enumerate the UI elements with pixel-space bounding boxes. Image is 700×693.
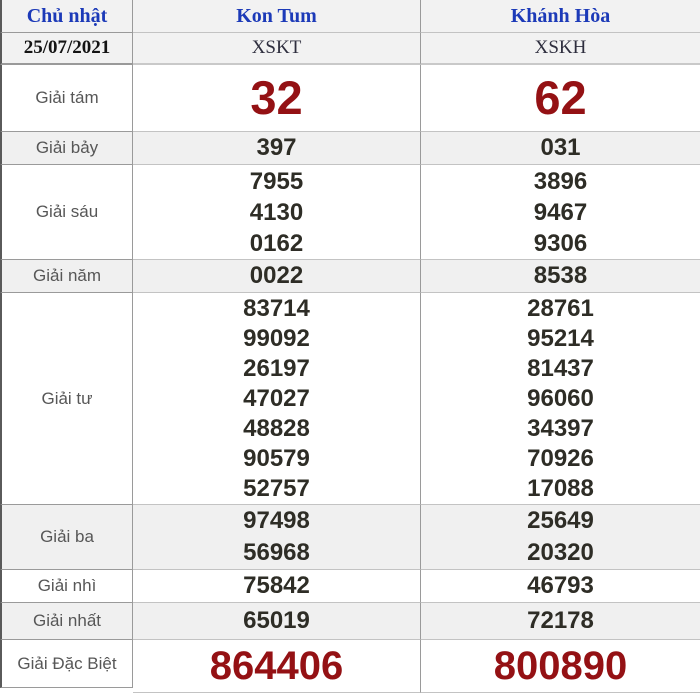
prize-number: 3896 bbox=[533, 167, 588, 195]
prize-values-khanh-hoa bbox=[420, 65, 700, 132]
prize-row bbox=[0, 260, 700, 293]
prize-label: Giải bảy bbox=[0, 132, 133, 165]
prize-number: 4130 bbox=[249, 198, 304, 226]
prize-number: 800890 bbox=[493, 644, 628, 688]
prize-number: 99092 bbox=[243, 324, 310, 352]
prize-row bbox=[0, 505, 700, 570]
prize-number: 8538 bbox=[533, 262, 588, 289]
prize-values-kon-tum bbox=[133, 132, 420, 165]
prize-row bbox=[0, 65, 700, 132]
prize-number: 031 bbox=[540, 134, 581, 161]
prize-number: 9467 bbox=[533, 198, 588, 226]
prize-values-kon-tum bbox=[133, 570, 420, 603]
prize-values-khanh-hoa bbox=[420, 132, 700, 165]
prize-label: Giải sáu bbox=[0, 165, 133, 260]
prize-number: 81437 bbox=[527, 354, 594, 382]
prize-number: 83714 bbox=[243, 294, 310, 322]
prize-row bbox=[0, 640, 700, 693]
prize-number: 65019 bbox=[243, 607, 310, 634]
prize-number: 0022 bbox=[249, 262, 304, 289]
day-of-week-link[interactable]: Chủ nhật bbox=[0, 0, 133, 33]
prize-values-kon-tum bbox=[133, 65, 420, 132]
prize-values-khanh-hoa bbox=[420, 603, 700, 640]
prize-values-kon-tum bbox=[133, 505, 420, 570]
prize-rows-container bbox=[0, 65, 700, 693]
prize-number: 75842 bbox=[243, 572, 310, 599]
prize-number: 7955 bbox=[249, 167, 304, 195]
prize-values-kon-tum bbox=[133, 603, 420, 640]
prize-number: 95214 bbox=[527, 324, 594, 352]
lottery-code-xskt: XSKT bbox=[133, 33, 420, 65]
prize-number: 70926 bbox=[527, 444, 594, 472]
prize-values-khanh-hoa bbox=[420, 260, 700, 293]
prize-row bbox=[0, 293, 700, 505]
prize-number: 56968 bbox=[243, 539, 310, 566]
prize-number: 47027 bbox=[243, 384, 310, 412]
prize-values-kon-tum bbox=[133, 165, 420, 260]
prize-number: 97498 bbox=[243, 507, 310, 534]
prize-label: Giải năm bbox=[0, 260, 133, 293]
province-khanh-hoa-link[interactable]: Khánh Hòa bbox=[420, 0, 700, 33]
prize-values-khanh-hoa bbox=[420, 165, 700, 260]
prize-row bbox=[0, 570, 700, 603]
prize-number: 864406 bbox=[209, 644, 344, 688]
prize-label: Giải nhất bbox=[0, 603, 133, 640]
prize-label: Giải Đặc Biệt bbox=[0, 640, 133, 688]
prize-values-khanh-hoa bbox=[420, 293, 700, 505]
prize-number: 25649 bbox=[527, 507, 594, 534]
subheader-row bbox=[0, 33, 700, 65]
prize-values-khanh-hoa bbox=[420, 640, 700, 693]
prize-number: 52757 bbox=[243, 474, 310, 502]
prize-number: 96060 bbox=[527, 384, 594, 412]
draw-date: 25/07/2021 bbox=[0, 33, 133, 65]
prize-number: 9306 bbox=[533, 229, 588, 257]
prize-row bbox=[0, 603, 700, 640]
prize-number: 32 bbox=[250, 71, 303, 125]
prize-number: 34397 bbox=[527, 414, 594, 442]
prize-values-kon-tum bbox=[133, 640, 420, 693]
province-kon-tum-link[interactable]: Kon Tum bbox=[133, 0, 420, 33]
prize-values-khanh-hoa bbox=[420, 505, 700, 570]
prize-label: Giải tám bbox=[0, 65, 133, 132]
prize-number: 90579 bbox=[243, 444, 310, 472]
prize-row bbox=[0, 165, 700, 260]
header-row bbox=[0, 0, 700, 33]
prize-number: 46793 bbox=[527, 572, 594, 599]
prize-number: 72178 bbox=[527, 607, 594, 634]
prize-number: 48828 bbox=[243, 414, 310, 442]
prize-number: 397 bbox=[256, 134, 297, 161]
prize-row bbox=[0, 132, 700, 165]
prize-number: 28761 bbox=[527, 294, 594, 322]
prize-label: Giải tư bbox=[0, 293, 133, 505]
lottery-code-xskh: XSKH bbox=[420, 33, 700, 65]
prize-label: Giải ba bbox=[0, 505, 133, 570]
prize-values-kon-tum bbox=[133, 293, 420, 505]
prize-values-khanh-hoa bbox=[420, 570, 700, 603]
prize-number: 0162 bbox=[249, 229, 304, 257]
prize-values-kon-tum bbox=[133, 260, 420, 293]
prize-number: 26197 bbox=[243, 354, 310, 382]
prize-number: 62 bbox=[534, 71, 587, 125]
prize-number: 20320 bbox=[527, 539, 594, 566]
prize-number: 17088 bbox=[527, 474, 594, 502]
prize-label: Giải nhì bbox=[0, 570, 133, 603]
